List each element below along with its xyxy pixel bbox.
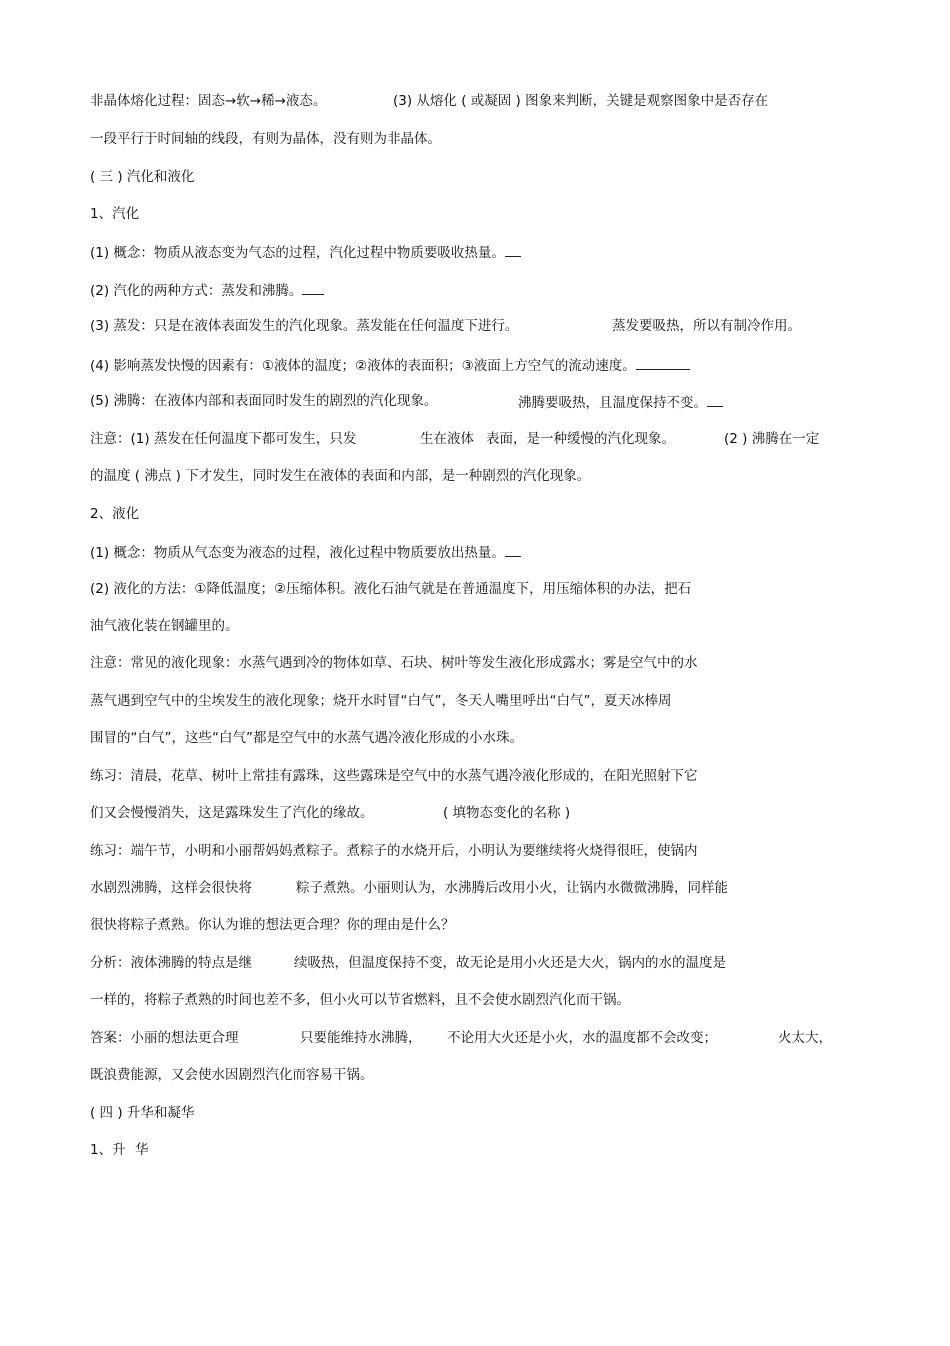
text-line-8 [90, 355, 690, 375]
text-line-5-content: (1) 概念：物质从液态变为气态的过程，汽化过程中物质要吸收热量。 [90, 245, 505, 261]
text-line-16: 注意：常见的液化现象：水蒸气遇到冷的物体如草、石块、树叶等发生液化形成露水；雾是空气中的水 [90, 655, 698, 671]
text-line-26a: 答案：小丽的想法更合理 [90, 1030, 239, 1046]
text-line-26b: 只要能维持水沸腾， [300, 1030, 422, 1046]
text-line-10d: (2 ) 沸腾在一定 [724, 431, 820, 447]
text-line-26d: 火太大， [778, 1030, 832, 1046]
text-line-11: 的温度 ( 沸点 ) 下才发生，同时发生在液体的表面和内部，是一种剧烈的汽化现象。 [90, 468, 591, 484]
text-line-8-content: (4) 影响蒸发快慢的因素有：①液体的温度；②液体的表面积；③液面上方空气的流动速度。 [90, 358, 636, 374]
text-line-19: 练习：清晨，花草、树叶上常挂有露珠，这些露珠是空气中的水蒸气遇冷液化形成的，在阳光照射下它 [90, 768, 698, 784]
text-line-6-content: (2) 汽化的两种方式：蒸发和沸腾。 [90, 283, 303, 299]
text-line-18: 围冒的“白气”，这些“白气”都是空气中的水蒸气遇冷液化形成的小水珠。 [90, 730, 523, 746]
text-line-14: (2) 液化的方法：①降低温度；②压缩体积。液化石油气就是在普通温度下，用压缩体积的办法，把石 [90, 581, 692, 597]
text-line-1b: (3) 从熔化 ( 或凝固 ) 图象来判断，关键是观察图象中是否存在 [393, 93, 769, 109]
fill-blank [302, 280, 324, 295]
text-line-21: 练习：端午节，小明和小丽帮妈妈煮粽子。煮粽子的水烧开后，小明认为要继续将火烧得很旺，使锅内 [90, 843, 698, 859]
text-line-13-content: (1) 概念：物质从气态变为液态的过程，液化过程中物质要放出热量。 [90, 545, 505, 561]
text-line-1a: 非晶体熔化过程：固态→软→稀→液态。 [90, 93, 327, 109]
text-line-15: 油气液化装在钢罐里的。 [90, 618, 239, 634]
fill-blank [505, 242, 521, 257]
subsection-heading-sublimation-tail: 华 [135, 1142, 149, 1158]
text-line-10b: 生在液体 [420, 431, 474, 447]
text-line-27: 既浪费能源，又会使水因剧烈汽化而容易干锅。 [90, 1067, 374, 1083]
text-line-13 [90, 542, 521, 562]
text-line-26c: 不论用大火还是小火，水的温度都不会改变； [447, 1030, 717, 1046]
subsection-heading-sublimation: 1、升 [90, 1142, 126, 1158]
section-heading-3: ( 三 ) 汽化和液化 [90, 169, 195, 185]
text-line-10a: 注意：(1) 蒸发在任何温度下都可发生，只发 [90, 431, 357, 447]
text-line-9b-content: 沸腾要吸热，且温度保持不变。 [518, 395, 707, 411]
text-line-7a: (3) 蒸发：只是在液体表面发生的汽化现象。蒸发能在任何温度下进行。 [90, 318, 519, 334]
text-line-25: 一样的，将粽子煮熟的时间也差不多，但小火可以节省燃料，且不会使水剧烈汽化而干锅。 [90, 992, 630, 1008]
text-line-22a: 水剧烈沸腾，这样会很快将 [90, 880, 252, 896]
text-line-6 [90, 280, 324, 300]
text-line-17: 蒸气遇到空气中的尘埃发生的液化现象；烧开水时冒“白气”，冬天人嘴里呼出“白气”，夏天冰棒周 [90, 693, 672, 709]
fill-blank [505, 542, 521, 557]
text-line-7b: 蒸发要吸热，所以有制冷作用。 [612, 318, 801, 334]
text-line-9a: (5) 沸腾：在液体内部和表面同时发生的剧烈的汽化现象。 [90, 393, 438, 409]
text-line-24a: 分析：液体沸腾的特点是继 [90, 955, 252, 971]
text-line-5 [90, 242, 521, 262]
fill-blank [707, 392, 723, 407]
text-line-20a: 们又会慢慢消失，这是露珠发生了汽化的缘故。 [90, 805, 374, 821]
text-line-20b: ( 填物态变化的名称 ) [443, 805, 571, 821]
text-line-9b [518, 392, 723, 412]
subsection-heading-vaporization: 1、汽化 [90, 206, 140, 222]
section-heading-4: ( 四 ) 升华和凝华 [90, 1105, 195, 1121]
fill-blank [636, 355, 690, 370]
text-line-24b: 续吸热，但温度保持不变，故无论是用小火还是大火，锅内的水的温度是 [294, 955, 726, 971]
text-line-10c: 表面，是一种缓慢的汽化现象。 [486, 431, 675, 447]
subsection-heading-liquefaction: 2、液化 [90, 506, 140, 522]
text-line-22b: 粽子煮熟。小丽则认为，水沸腾后改用小火，让锅内水微微沸腾，同样能 [296, 880, 728, 896]
text-line-2: 一段平行于时间轴的线段，有则为晶体，没有则为非晶体。 [90, 131, 441, 147]
text-line-23: 很快将粽子煮熟。你认为谁的想法更合理？你的理由是什么？ [90, 917, 455, 933]
